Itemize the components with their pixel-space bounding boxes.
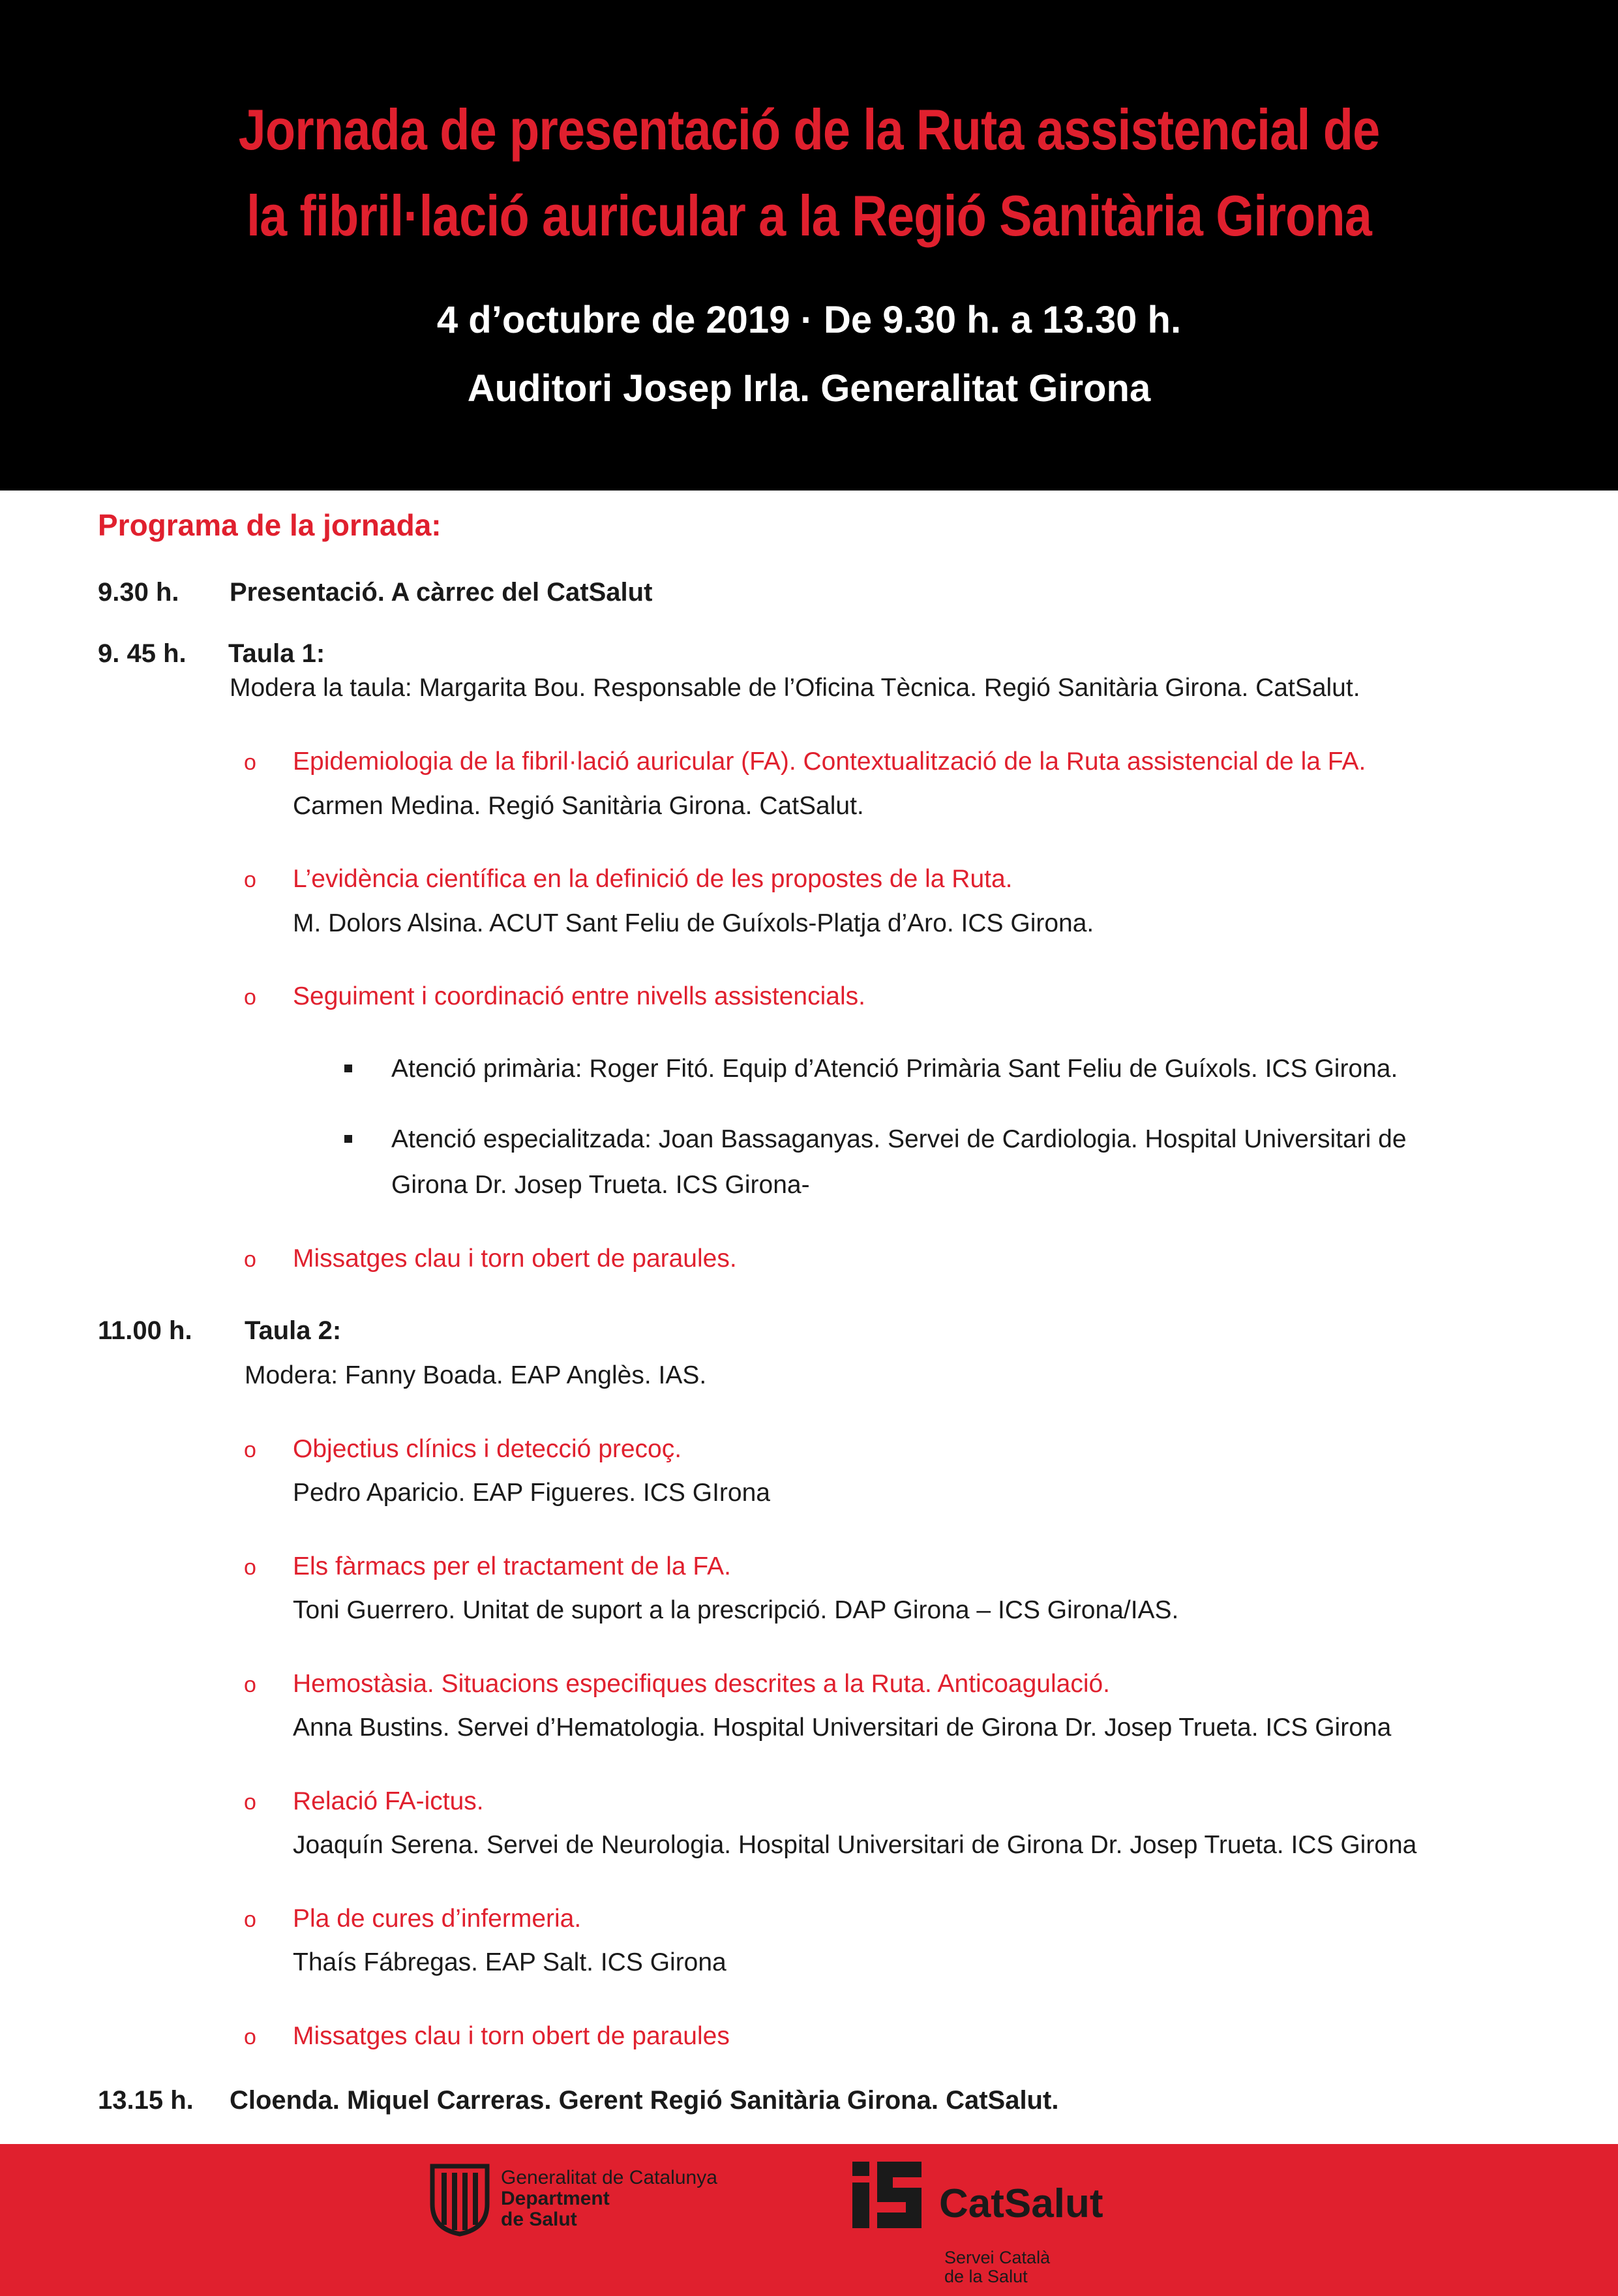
bullet-square-icon xyxy=(344,1135,352,1143)
talk-speaker: Anna Bustins. Servei d’Hematologia. Hospital Universitari de Girona Dr. Josep Trueta. ICS Girona xyxy=(293,1714,1392,1742)
footer-banner xyxy=(0,2144,1618,2296)
catsalut-subtitle-2: de la Salut xyxy=(944,2267,1028,2286)
catsalut-name: CatSalut xyxy=(939,2181,1103,2226)
talk-title: Objectius clínics i detecció precoç. xyxy=(293,1435,682,1463)
gencat-salut-label: de Salut xyxy=(501,2209,577,2230)
talk-title: Pla de cures d’infermeria. xyxy=(293,1905,582,1933)
bullet-circle-icon: o xyxy=(244,1555,256,1580)
bullet-circle-icon: o xyxy=(244,1247,256,1272)
bullet-circle-icon: o xyxy=(244,1907,256,1932)
event-title-line-1: Jornada de presentació de la Ruta assistencial de xyxy=(238,97,1380,162)
session-moderator-3: Modera: Fanny Boada. EAP Anglès. IAS. xyxy=(245,1361,707,1389)
session-time-1: 9.30 h. xyxy=(98,578,179,607)
sub-talk-speaker-cont: Girona Dr. Josep Trueta. ICS Girona- xyxy=(391,1171,810,1199)
sub-talk-speaker: Atenció especialitzada: Joan Bassaganyas. Servei de Cardiologia. Hospital Universitari de xyxy=(391,1125,1407,1153)
bullet-circle-icon: o xyxy=(244,985,256,1010)
session-moderator-2: Modera la taula: Margarita Bou. Responsable de l’Oficina Tècnica. Regió Sanitària Girona. CatSalut. xyxy=(230,674,1360,702)
session-label-1: Presentació. A càrrec del CatSalut xyxy=(230,578,653,607)
event-date: 4 d’octubre de 2019 · De 9.30 h. a 13.30 h. xyxy=(436,299,1182,341)
gencat-salut xyxy=(501,2209,577,2230)
talk-title: Relació FA-ictus. xyxy=(293,1787,484,1815)
talk-title: Missatges clau i torn obert de paraules. xyxy=(293,1245,737,1273)
talk-title: Els fàrmacs per el tractament de la FA. xyxy=(293,1552,731,1580)
event-venue: Auditori Josep Irla. Generalitat Girona xyxy=(467,367,1151,410)
session-label-4: Cloenda. Miquel Carreras. Gerent Regió Sanitària Girona. CatSalut. xyxy=(230,2086,1059,2115)
session-time-4: 13.15 h. xyxy=(98,2086,194,2115)
catsalut-subtitle-1: Servei Català xyxy=(944,2248,1051,2267)
session-label-3: Taula 2: xyxy=(245,1316,342,1345)
gencat-name: Generalitat de Catalunya xyxy=(501,2167,717,2188)
bullet-square-icon xyxy=(344,1065,352,1072)
talk-speaker: Thaís Fábregas. EAP Salt. ICS Girona xyxy=(293,1948,727,1976)
talk-title: L’evidència científica en la definició de les propostes de la Ruta. xyxy=(293,865,1013,893)
session-label-2: Taula 1: xyxy=(228,639,325,668)
talk-speaker: Pedro Aparicio. EAP Figueres. ICS GIrona xyxy=(293,1479,770,1507)
event-title-line-2: la fibril·lació auricular a la Regió Sanitària Girona xyxy=(246,183,1372,248)
talk-speaker: Toni Guerrero. Unitat de suport a la prescripció. DAP Girona – ICS Girona/IAS. xyxy=(293,1596,1179,1624)
bullet-circle-icon: o xyxy=(244,2025,256,2049)
talk-title: Missatges clau i torn obert de paraules xyxy=(293,2022,730,2050)
talk-title: Hemostàsia. Situacions especifiques descrites a la Ruta. Anticoagulació. xyxy=(293,1670,1111,1698)
bullet-circle-icon: o xyxy=(244,1790,256,1815)
talk-speaker: Joaquín Serena. Servei de Neurologia. Hospital Universitari de Girona Dr. Josep Trueta. ICS Girona xyxy=(293,1831,1417,1859)
gencat-department-label: Department xyxy=(501,2188,610,2209)
sub-talk-speaker: Atenció primària: Roger Fitó. Equip d’Atenció Primària Sant Feliu de Guíxols. ICS Girona. xyxy=(391,1055,1398,1083)
bullet-circle-icon: o xyxy=(244,868,256,892)
session-time-3: 11.00 h. xyxy=(98,1316,192,1345)
talk-speaker: M. Dolors Alsina. ACUT Sant Feliu de Guíxols-Platja d’Aro. ICS Girona. xyxy=(293,909,1094,937)
talk-title: Seguiment i coordinació entre nivells assistencials. xyxy=(293,982,865,1010)
bullet-circle-icon: o xyxy=(244,1438,256,1462)
catsalut-logo-icon xyxy=(851,2160,924,2232)
gencat-department xyxy=(501,2188,610,2209)
bullet-circle-icon: o xyxy=(244,1672,256,1697)
header-banner xyxy=(0,0,1618,491)
session-time-2: 9. 45 h. xyxy=(98,639,187,668)
program-heading: Programa de la jornada: xyxy=(98,508,442,542)
talk-title: Epidemiologia de la fibril·lació auricular (FA). Contextualització de la Ruta assistencial de la FA. xyxy=(293,748,1366,776)
talk-speaker: Carmen Medina. Regió Sanitària Girona. CatSalut. xyxy=(293,792,864,820)
gencat-logo-icon xyxy=(427,2164,492,2237)
bullet-circle-icon: o xyxy=(244,750,256,775)
